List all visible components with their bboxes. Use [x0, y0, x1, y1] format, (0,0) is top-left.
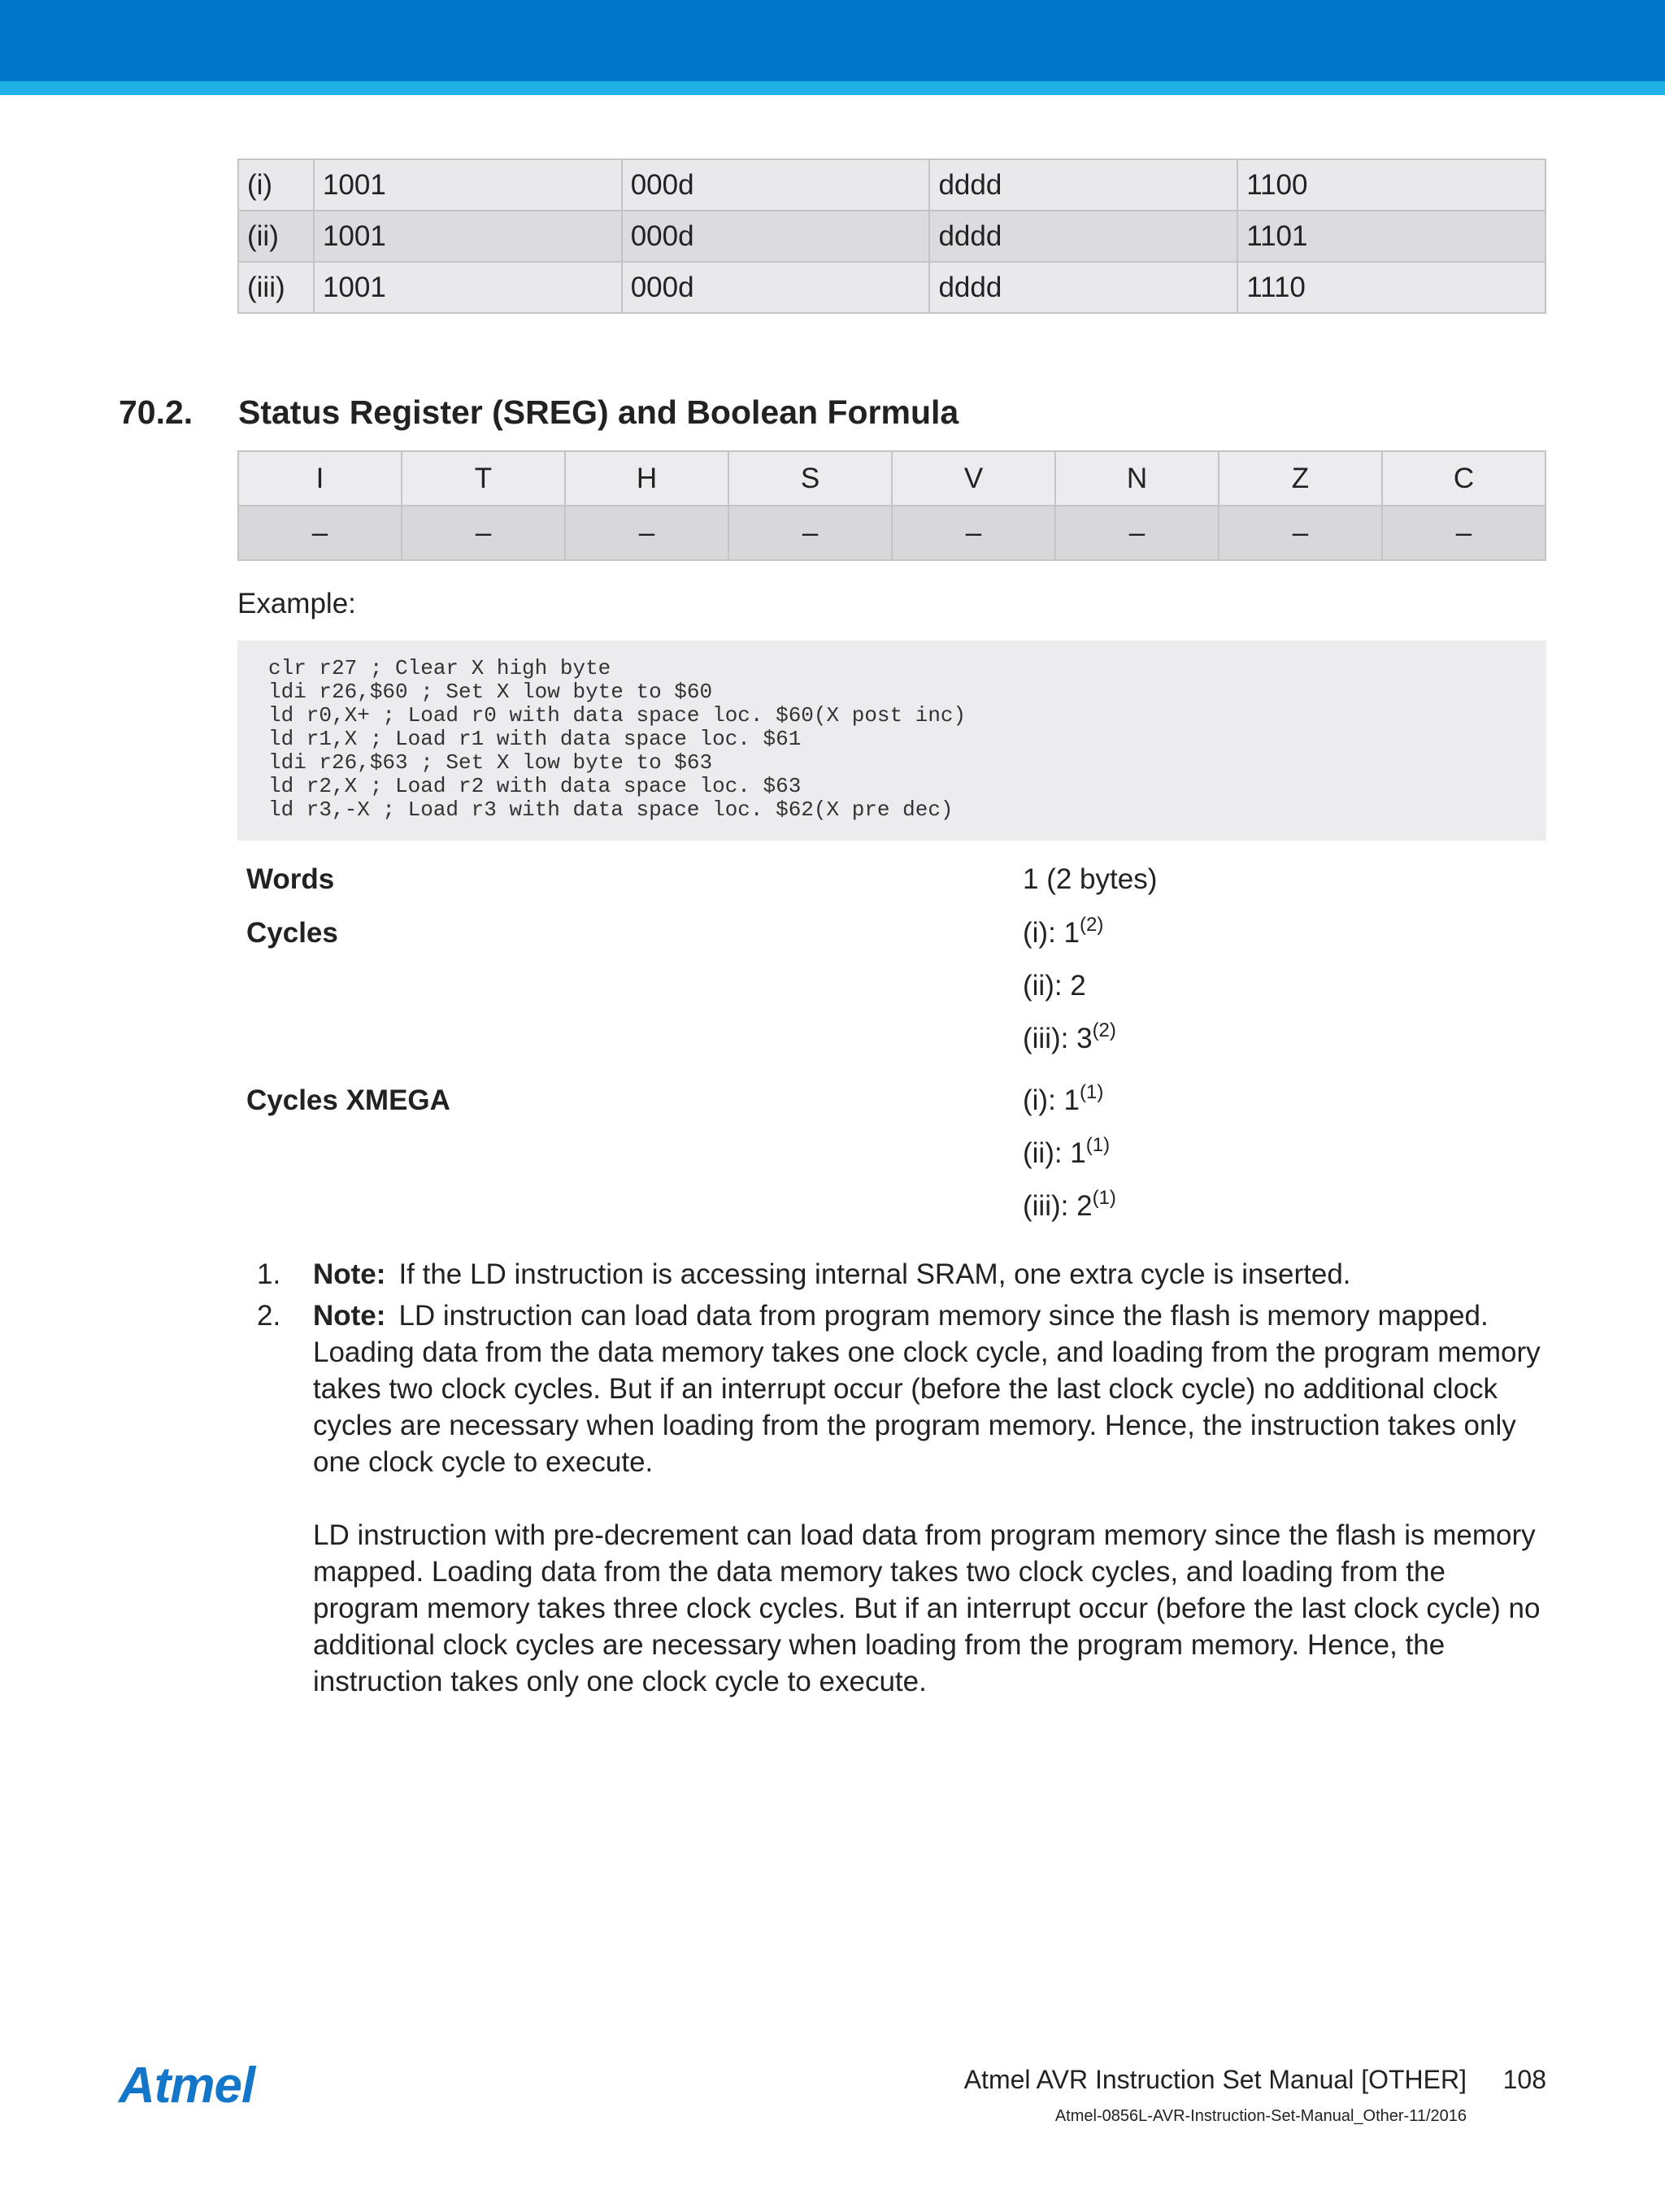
footnote-ref: (2) — [1080, 914, 1104, 936]
code-line: clr r27 ; Clear X high byte — [268, 656, 611, 680]
code-line: ldi r26,$63 ; Set X low byte to $63 — [268, 750, 713, 775]
section-title: Status Register (SREG) and Boolean Formula — [238, 393, 959, 431]
table-cell: 1001 — [314, 211, 622, 262]
sreg-flag-header: Z — [1219, 451, 1382, 506]
sreg-flag-header: N — [1055, 451, 1219, 506]
header-stripe — [0, 81, 1665, 95]
code-line: ld r2,X ; Load r2 with data space loc. $63 — [268, 774, 802, 798]
code-line: ldi r26,$60 ; Set X low byte to $60 — [268, 680, 713, 704]
sreg-flag-header: H — [565, 451, 728, 506]
atmel-logo: Atmel — [119, 2058, 255, 2114]
words-label: Words — [246, 863, 335, 895]
opcode-table — [237, 159, 1546, 314]
example-label: Example: — [237, 588, 356, 619]
sreg-flag-header: C — [1382, 451, 1545, 506]
table-cell: (i) — [238, 159, 314, 211]
cycles-xmega-label: Cycles XMEGA — [246, 1084, 450, 1116]
cycles-value-text: (i): 1 — [1023, 917, 1080, 949]
table-cell: (iii) — [238, 262, 314, 313]
table-cell: 000d — [622, 262, 930, 313]
table-cell: (ii) — [238, 211, 314, 262]
sreg-flag-value: – — [1382, 506, 1545, 560]
sreg-flag-value: – — [1219, 506, 1382, 560]
table-cell: dddd — [929, 159, 1237, 211]
cycles-value-text: (iii): 3 — [1023, 1023, 1093, 1054]
note-text: LD instruction can load data from program memory since the flash is memory mapped. Loading data from the data memory takes one clock cycle, and loading from the program memory takes two clock cycles. But if an interrupt occur (before the last clock cycle) no additional clock cycles are necessary when loading from the program memory. Hence, the instruction takes only one clock cycle to execute. — [313, 1300, 1541, 1478]
sreg-flag-value: – — [1055, 506, 1219, 560]
note-item — [257, 1297, 1558, 1700]
cycles-xmega-value — [1023, 1134, 1111, 1170]
header-band — [0, 0, 1665, 81]
cycles-value — [1023, 970, 1086, 1002]
section-heading — [119, 393, 959, 432]
document-id: Atmel-0856L-AVR-Instruction-Set-Manual_Other-11/2016 — [1054, 2107, 1467, 2125]
sreg-flag-value: – — [728, 506, 892, 560]
footnote-ref: (1) — [1085, 1134, 1111, 1156]
cycles-value — [1023, 1019, 1116, 1055]
sreg-flag-value: – — [892, 506, 1055, 560]
footer-title: Atmel AVR Instruction Set Manual [OTHER] — [963, 2065, 1467, 2094]
table-cell: dddd — [929, 211, 1237, 262]
code-line: ld r1,X ; Load r1 with data space loc. $61 — [268, 727, 802, 751]
words-value: 1 (2 bytes) — [1023, 863, 1158, 895]
table-cell: 000d — [622, 159, 930, 211]
table-cell: 000d — [622, 211, 930, 262]
table-row — [238, 159, 1545, 211]
cycles-xmega-value-text: (i): 1 — [1023, 1084, 1080, 1116]
cycles-value — [1023, 914, 1104, 950]
sreg-flag-value: – — [238, 506, 402, 560]
section-number: 70.2. — [119, 393, 193, 431]
table-cell: 1101 — [1237, 211, 1545, 262]
sreg-values-row — [238, 506, 1545, 560]
page-number: 108 — [1502, 2065, 1546, 2094]
footnote-ref: (2) — [1092, 1019, 1116, 1041]
table-cell: 1100 — [1237, 159, 1545, 211]
sreg-flag-header: V — [892, 451, 1055, 506]
table-cell: 1001 — [314, 159, 622, 211]
sreg-flag-value: – — [565, 506, 728, 560]
table-row — [238, 262, 1545, 313]
code-line: ld r0,X+ ; Load r0 with data space loc. $60(X post inc) — [268, 703, 967, 728]
sreg-flag-header: S — [728, 451, 892, 506]
note-number: 2. — [257, 1300, 281, 1332]
table-cell: 1001 — [314, 262, 622, 313]
sreg-flag-header: I — [238, 451, 402, 506]
note-body — [313, 1256, 1558, 1293]
notes-list — [257, 1256, 1558, 1705]
table-cell: 1110 — [1237, 262, 1545, 313]
footnote-ref: (1) — [1092, 1187, 1116, 1209]
footnote-ref: (1) — [1080, 1081, 1104, 1103]
table-row — [238, 211, 1545, 262]
cycles-xmega-value — [1023, 1187, 1116, 1223]
note-text: If the LD instruction is accessing internal SRAM, one extra cycle is inserted. — [398, 1258, 1351, 1290]
note-label: Note: — [313, 1258, 386, 1290]
cycles-xmega-value-text: (ii): 1 — [1023, 1137, 1086, 1169]
note-item — [257, 1256, 1558, 1293]
cycles-xmega-value-text: (iii): 2 — [1023, 1190, 1093, 1222]
sreg-flag-value: – — [402, 506, 565, 560]
note-body — [313, 1297, 1558, 1480]
note-text-continued: LD instruction with pre-decrement can load data from program memory since the flash is memory mapped. Loading data from the data memory takes two clock cycles, and loading from the program memory takes three clock cycles. But if an interrupt occur (before the last clock cycle) no additional clock cycles are necessary when loading from the program memory. Hence, the instruction takes only one clock cycle to execute. — [313, 1519, 1541, 1697]
code-line: ld r3,-X ; Load r3 with data space loc. $62(X pre dec) — [268, 797, 954, 822]
sreg-flag-header: T — [402, 451, 565, 506]
table-cell: dddd — [929, 262, 1237, 313]
cycles-value-text: (ii): 2 — [1023, 970, 1086, 1002]
cycles-label: Cycles — [246, 917, 338, 949]
sreg-header-row — [238, 451, 1545, 506]
cycles-xmega-value — [1023, 1081, 1104, 1117]
code-block — [237, 641, 1546, 841]
note-label: Note: — [313, 1300, 386, 1332]
note-number: 1. — [257, 1258, 281, 1290]
sreg-table — [237, 450, 1546, 561]
